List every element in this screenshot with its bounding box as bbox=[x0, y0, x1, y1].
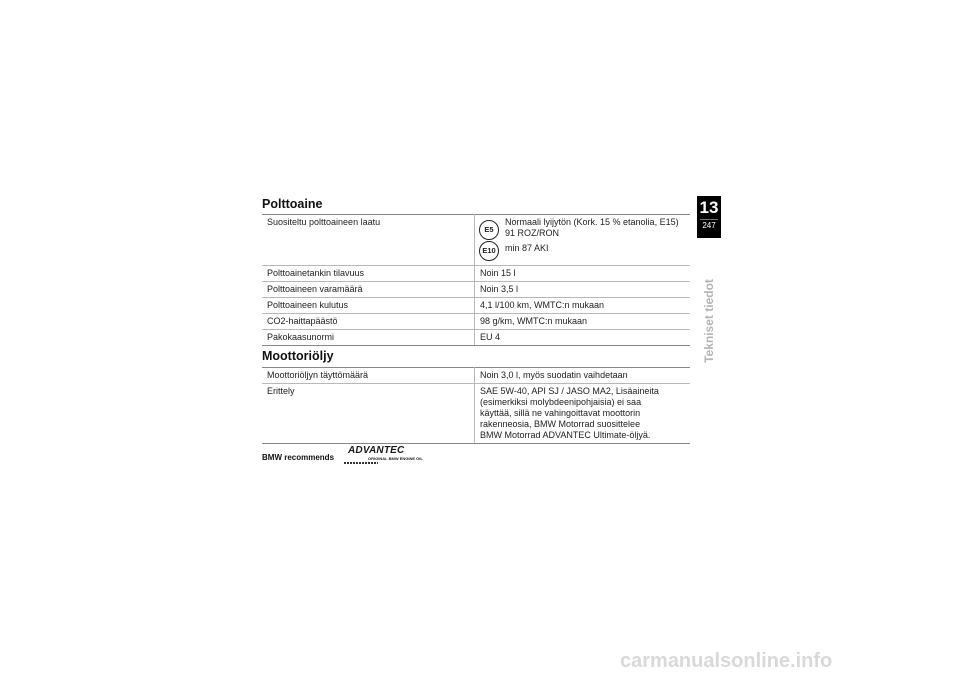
table-row bbox=[262, 215, 690, 266]
row-label: Pakokaasunormi bbox=[262, 330, 475, 346]
page-number: 247 bbox=[700, 219, 718, 232]
fuel-spec-table bbox=[262, 214, 690, 346]
row-label: CO2-haittapäästö bbox=[262, 314, 475, 330]
advantec-logo bbox=[344, 445, 423, 467]
fuel-aki-line: min 87 AKI bbox=[505, 243, 549, 253]
table-row bbox=[262, 266, 690, 282]
watermark: carmanualsonline.info bbox=[620, 650, 833, 672]
row-label: Polttoainetankin tilavuus bbox=[262, 266, 475, 282]
advantec-logo-bar bbox=[344, 462, 378, 464]
table-row bbox=[262, 368, 690, 384]
value-line: rakenneosia, BMW Motorrad suosittelee bbox=[480, 419, 641, 429]
table-row bbox=[262, 298, 690, 314]
advantec-logo-subtitle: ORIGINAL BMW ENGINE OIL bbox=[368, 456, 423, 461]
oil-spec-table bbox=[262, 367, 690, 444]
chapter-side-title-text: Tekniset tiedot bbox=[702, 279, 716, 363]
row-label: Polttoaineen kulutus bbox=[262, 298, 475, 314]
chapter-side-title bbox=[701, 273, 717, 369]
fuel-quality-value bbox=[475, 215, 691, 266]
chapter-number: 13 bbox=[699, 198, 719, 217]
chapter-tab bbox=[697, 196, 721, 238]
oil-recommendation bbox=[262, 445, 462, 467]
row-value: Noin 15 l bbox=[475, 266, 691, 282]
fuel-ron-line: 91 ROZ/RON bbox=[505, 228, 560, 238]
e10-fuel-icon: E10 bbox=[479, 241, 499, 261]
fuel-grade-line: Normaali lyijytön (Kork. 15 % etanolia, E15) bbox=[505, 217, 679, 227]
table-row bbox=[262, 282, 690, 298]
fuel-section-title: Polttoaine bbox=[262, 197, 323, 211]
value-line: BMW Motorrad ADVANTEC Ultimate-öljyä. bbox=[480, 430, 651, 440]
row-label: Polttoaineen varamäärä bbox=[262, 282, 475, 298]
fuel-quality-label: Suositeltu polttoaineen laatu bbox=[262, 215, 475, 266]
row-value bbox=[475, 384, 691, 444]
e5-fuel-icon: E5 bbox=[479, 220, 499, 240]
value-line: Noin 3,0 l, myös suodatin vaihdetaan bbox=[480, 370, 628, 380]
row-value: 98 g/km, WMTC:n mukaan bbox=[475, 314, 691, 330]
advantec-logo-word: ADVANTEC bbox=[348, 445, 405, 456]
oil-section-title: Moottoriöljy bbox=[262, 349, 334, 363]
table-row bbox=[262, 314, 690, 330]
value-line: SAE 5W-40, API SJ / JASO MA2, Lisäaineita bbox=[480, 386, 659, 396]
value-line: käyttää, sillä ne vahingoittavat moottorin bbox=[480, 408, 641, 418]
value-line: (esimerkiksi molybdeenipohjaisia) ei saa bbox=[480, 397, 642, 407]
row-label: Erittely bbox=[262, 384, 475, 444]
table-row bbox=[262, 384, 690, 444]
row-value bbox=[475, 368, 691, 384]
table-row bbox=[262, 330, 690, 346]
recommendation-text: BMW recommends bbox=[262, 453, 335, 462]
row-value: 4,1 l/100 km, WMTC:n mukaan bbox=[475, 298, 691, 314]
row-value: EU 4 bbox=[475, 330, 691, 346]
row-label: Moottoriöljyn täyttömäärä bbox=[262, 368, 475, 384]
row-value: Noin 3,5 l bbox=[475, 282, 691, 298]
